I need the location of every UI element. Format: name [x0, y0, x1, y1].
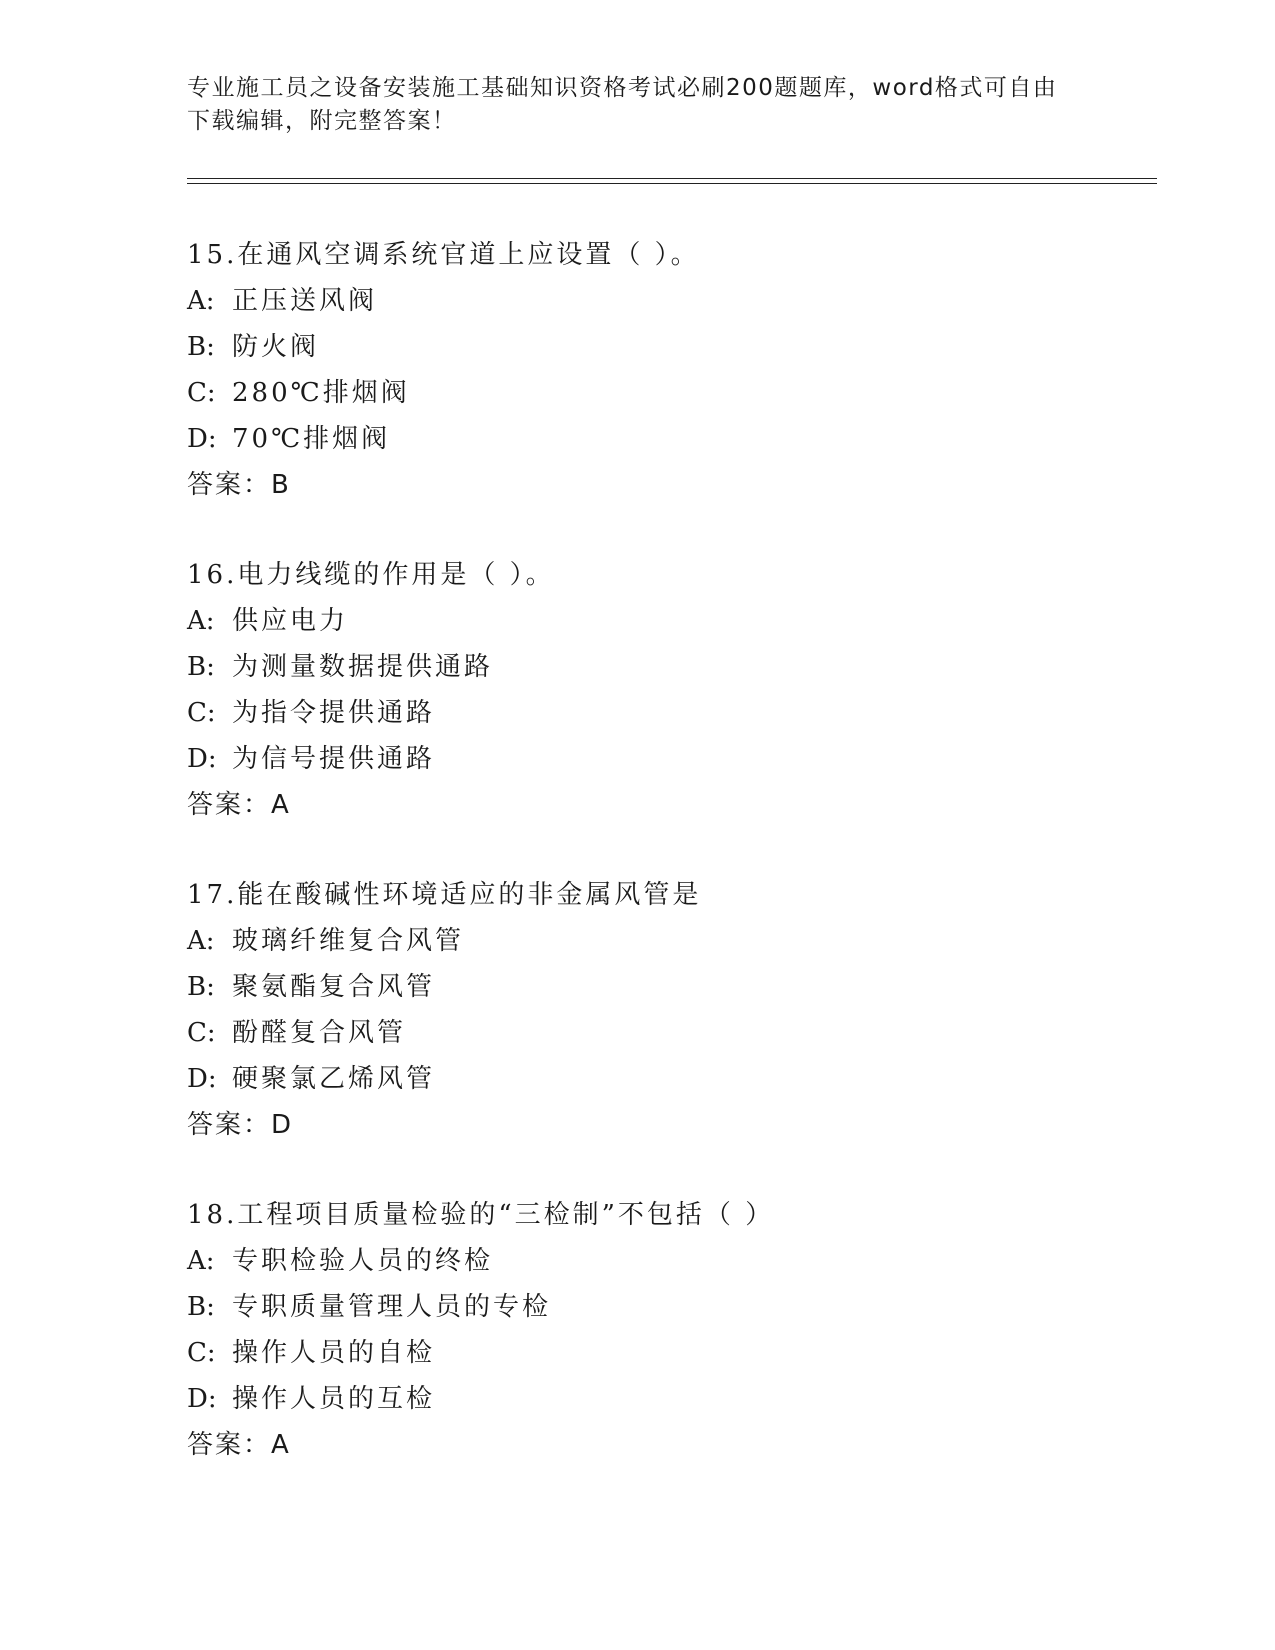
- question-18: [187, 1192, 1147, 1512]
- header-divider-bottom: [187, 183, 1157, 184]
- option-text: 70℃排烟阀: [232, 424, 391, 454]
- option-letter: D:: [187, 1064, 217, 1094]
- option-b: [187, 964, 1147, 1010]
- option-letter: C:: [187, 1338, 216, 1368]
- question-stem: 16.电力线缆的作用是（ ）。: [187, 560, 555, 590]
- option-text: 为指令提供通路: [232, 698, 436, 728]
- option-c: [187, 1330, 1147, 1376]
- question-15: [187, 232, 1147, 552]
- option-c: [187, 1010, 1147, 1056]
- option-text: 玻璃纤维复合风管: [232, 926, 465, 956]
- option-c: [187, 690, 1147, 736]
- option-letter: C:: [187, 698, 216, 728]
- option-text: 280℃排烟阀: [232, 378, 410, 408]
- option-a: [187, 1238, 1147, 1284]
- option-letter: B:: [187, 332, 215, 362]
- option-letter: D:: [187, 744, 217, 774]
- option-letter: A:: [187, 606, 215, 636]
- option-letter: B:: [187, 972, 215, 1002]
- option-letter: A:: [187, 286, 215, 316]
- option-text: 正压送风阀: [232, 286, 378, 316]
- answer-line: 答案：A: [187, 790, 291, 820]
- option-d: [187, 416, 1147, 462]
- header-divider-top: [187, 178, 1157, 179]
- option-letter: C:: [187, 1018, 216, 1048]
- option-letter: B:: [187, 652, 215, 682]
- option-letter: A:: [187, 1246, 215, 1276]
- option-letter: C:: [187, 378, 216, 408]
- option-a: [187, 278, 1147, 324]
- option-d: [187, 736, 1147, 782]
- option-text: 为测量数据提供通路: [232, 652, 494, 682]
- option-a: [187, 918, 1147, 964]
- option-letter: A:: [187, 926, 215, 956]
- option-text: 硬聚氯乙烯风管: [232, 1064, 436, 1094]
- option-a: [187, 598, 1147, 644]
- option-c: [187, 370, 1147, 416]
- option-b: [187, 644, 1147, 690]
- option-letter: D:: [187, 424, 217, 454]
- option-text: 供应电力: [232, 606, 349, 636]
- option-b: [187, 324, 1147, 370]
- option-d: [187, 1376, 1147, 1422]
- answer-line: 答案：B: [187, 470, 291, 500]
- option-text: 操作人员的互检: [232, 1384, 436, 1414]
- option-b: [187, 1284, 1147, 1330]
- header-line-2: 下载编辑，附完整答案！: [187, 108, 457, 134]
- option-letter: B:: [187, 1292, 215, 1322]
- question-stem: 15.在通风空调系统官道上应设置（ ）。: [187, 240, 700, 270]
- option-letter: D:: [187, 1384, 217, 1414]
- question-list: [187, 232, 1147, 1512]
- option-text: 专职检验人员的终检: [232, 1246, 494, 1276]
- option-d: [187, 1056, 1147, 1102]
- document-header: [187, 72, 1087, 138]
- option-text: 操作人员的自检: [232, 1338, 436, 1368]
- option-text: 专职质量管理人员的专检: [232, 1292, 552, 1322]
- answer-line: 答案：D: [187, 1110, 294, 1140]
- question-stem: 17.能在酸碱性环境适应的非金属风管是: [187, 880, 702, 910]
- question-17: [187, 872, 1147, 1192]
- option-text: 酚醛复合风管: [232, 1018, 407, 1048]
- option-text: 为信号提供通路: [232, 744, 436, 774]
- option-text: 防火阀: [232, 332, 320, 362]
- answer-line: 答案：A: [187, 1430, 291, 1460]
- option-text: 聚氨酯复合风管: [232, 972, 436, 1002]
- question-16: [187, 552, 1147, 872]
- header-line-1: 专业施工员之设备安装施工基础知识资格考试必刷200题题库，word格式可自由: [187, 75, 1058, 101]
- question-stem: 18.工程项目质量检验的“三检制”不包括（ ）: [187, 1200, 775, 1230]
